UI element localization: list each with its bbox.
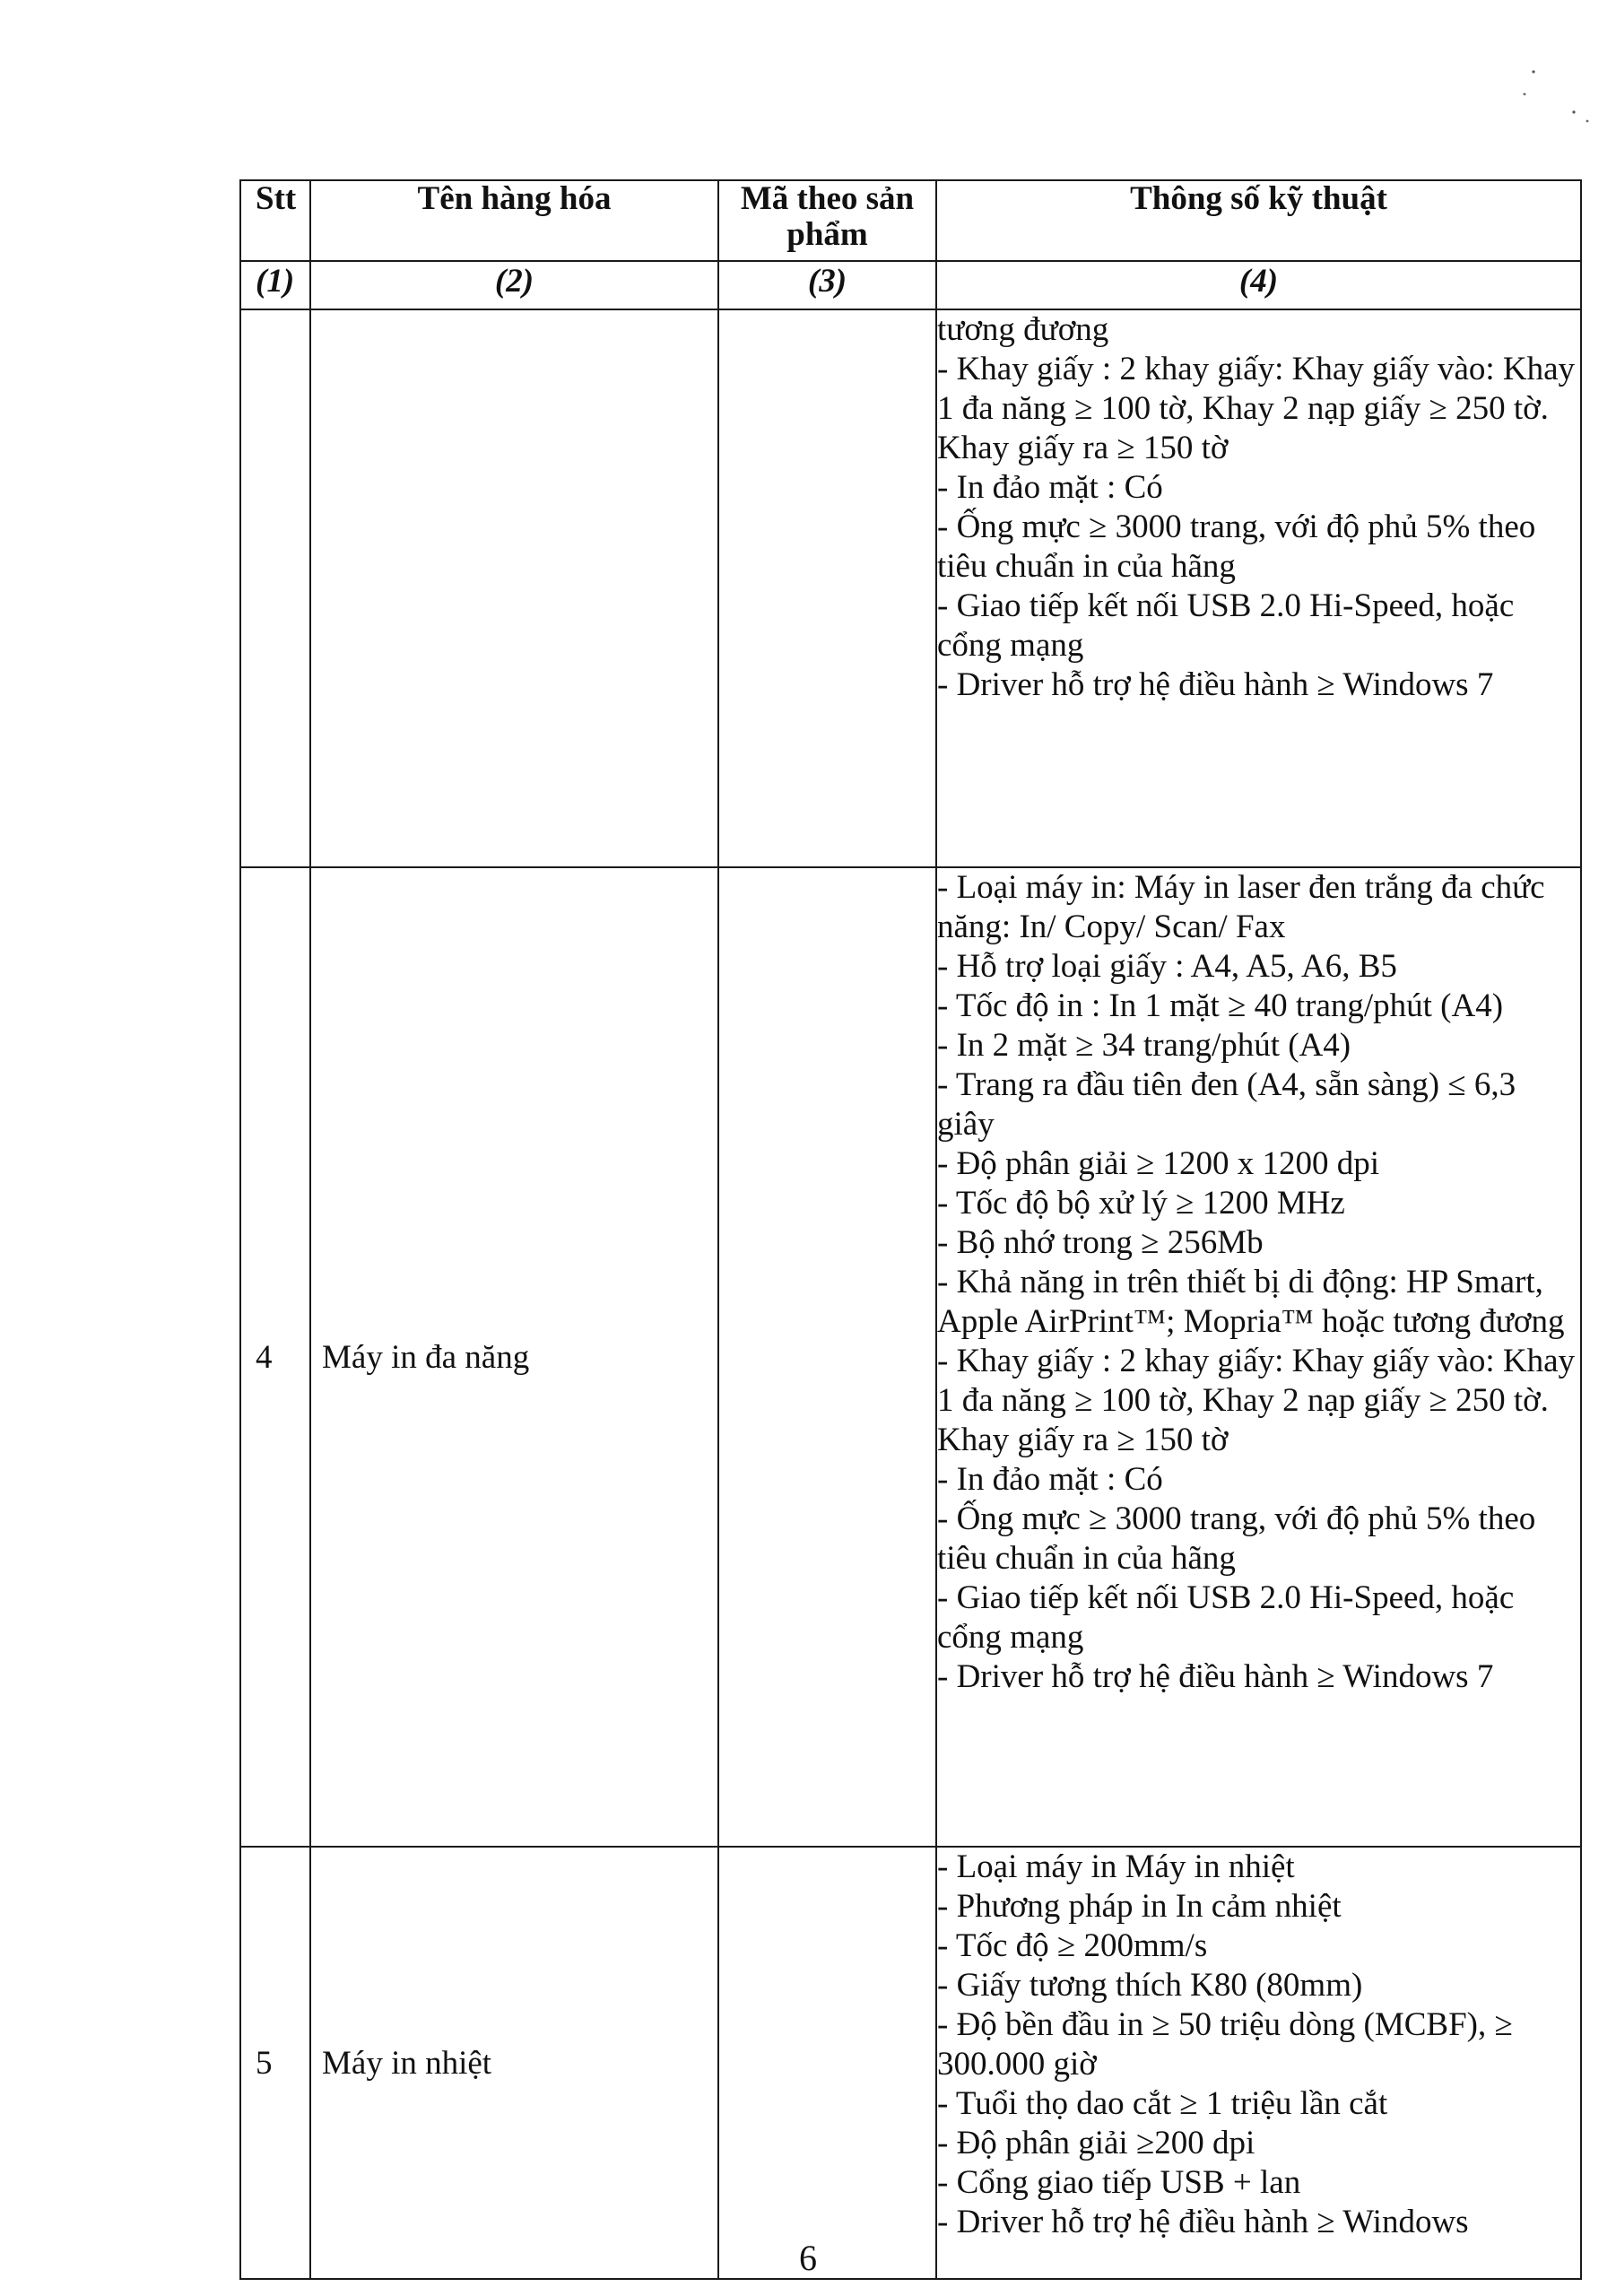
spec-line: - Trang ra đầu tiên đen (A4, sẵn sàng) ≤ 6,3 giây <box>937 1066 1516 1143</box>
spec-line: - Loại máy in Máy in nhiệt <box>937 1848 1295 1885</box>
spec-line: - Loại máy in: Máy in laser đen trắng đa chức năng: In/ Copy/ Scan/ Fax <box>937 869 1545 945</box>
spec-line: - Giao tiếp kết nối USB 2.0 Hi-Speed, hoặc cổng mạng <box>937 1579 1515 1656</box>
row-spec <box>936 867 1581 1847</box>
spec-line: - Driver hỗ trợ hệ điều hành ≥ Windows 7 <box>937 666 1494 703</box>
column-number-row <box>240 261 1581 309</box>
spec-line: - Giấy tương thích K80 (80mm) <box>937 1967 1363 2004</box>
spec-line: - Tốc độ bộ xử lý ≥ 1200 MHz <box>937 1185 1345 1222</box>
header-row <box>240 180 1581 261</box>
spec-line: - In 2 mặt ≥ 34 trang/phút (A4) <box>937 1027 1351 1064</box>
spec-line: - Phương pháp in In cảm nhiệt <box>937 1888 1342 1925</box>
spec-line: - In đảo mặt : Có <box>937 1461 1163 1498</box>
spec-line: - Ống mực ≥ 3000 trang, với độ phủ 5% theo tiêu chuẩn in của hãng <box>937 509 1536 585</box>
spec-line: - Giao tiếp kết nối USB 2.0 Hi-Speed, hoặc cổng mạng <box>937 587 1515 664</box>
row-name <box>310 309 718 867</box>
spec-line: - Tốc độ in : In 1 mặt ≥ 40 trang/phút (A4) <box>937 987 1504 1024</box>
row-stt: 5 <box>240 1847 310 2279</box>
row-name: Máy in nhiệt <box>310 1847 718 2279</box>
row-name: Máy in đa năng <box>310 867 718 1847</box>
spec-table <box>239 179 1582 2280</box>
column-number-4: (4) <box>936 261 1581 309</box>
column-number-1: (1) <box>240 261 310 309</box>
header-name: Tên hàng hóa <box>310 180 718 261</box>
header-stt: Stt <box>240 180 310 261</box>
spec-line: tương đương <box>937 311 1109 348</box>
row-code <box>718 867 936 1847</box>
spec-line: - Tốc độ ≥ 200mm/s <box>937 1927 1208 1964</box>
table-row <box>240 867 1581 1847</box>
spec-line: - Khả năng in trên thiết bị di động: HP Smart, Apple AirPrint™; Mopria™ hoặc tương đương <box>937 1264 1565 1340</box>
header-spec: Thông số kỹ thuật <box>936 180 1581 261</box>
spec-line: - Cổng giao tiếp USB + lan <box>937 2164 1301 2201</box>
spec-line: - Độ phân giải ≥ 1200 x 1200 dpi <box>937 1145 1380 1182</box>
spec-line: - Driver hỗ trợ hệ điều hành ≥ Windows <box>937 2204 1469 2240</box>
row-spec <box>936 1847 1581 2279</box>
page-number: 6 <box>799 2238 817 2278</box>
header-code: Mã theo sản phẩm <box>718 180 936 261</box>
row-code <box>718 1847 936 2279</box>
row-spec <box>936 309 1581 867</box>
row-code <box>718 309 936 867</box>
spec-line: - In đảo mặt : Có <box>937 469 1163 506</box>
row-stt <box>240 309 310 867</box>
spec-line: - Driver hỗ trợ hệ điều hành ≥ Windows 7 <box>937 1658 1494 1695</box>
spec-line: - Độ bền đầu in ≥ 50 triệu dòng (MCBF), ≥ 300.000 giờ <box>937 2006 1513 2083</box>
spec-line: - Tuổi thọ dao cắt ≥ 1 triệu lần cắt <box>937 2085 1388 2122</box>
column-number-2: (2) <box>310 261 718 309</box>
column-number-3: (3) <box>718 261 936 309</box>
scan-specks <box>1489 54 1596 161</box>
table-row <box>240 309 1581 867</box>
spec-line: - Ống mực ≥ 3000 trang, với độ phủ 5% theo tiêu chuẩn in của hãng <box>937 1500 1536 1577</box>
spec-line: - Khay giấy : 2 khay giấy: Khay giấy vào: Khay 1 đa năng ≥ 100 tờ, Khay 2 nạp giấy ≥ 250 tờ. Khay giấy ra ≥ 150 tờ <box>937 1343 1576 1458</box>
row-stt: 4 <box>240 867 310 1847</box>
spec-line: - Độ phân giải ≥200 dpi <box>937 2125 1255 2161</box>
table-row <box>240 1847 1581 2279</box>
spec-line: - Khay giấy : 2 khay giấy: Khay giấy vào: Khay 1 đa năng ≥ 100 tờ, Khay 2 nạp giấy ≥ 250 tờ. Khay giấy ra ≥ 150 tờ <box>937 351 1576 466</box>
spec-line: - Hỗ trợ loại giấy : A4, A5, A6, B5 <box>937 948 1397 985</box>
spec-line: - Bộ nhớ trong ≥ 256Mb <box>937 1224 1264 1261</box>
